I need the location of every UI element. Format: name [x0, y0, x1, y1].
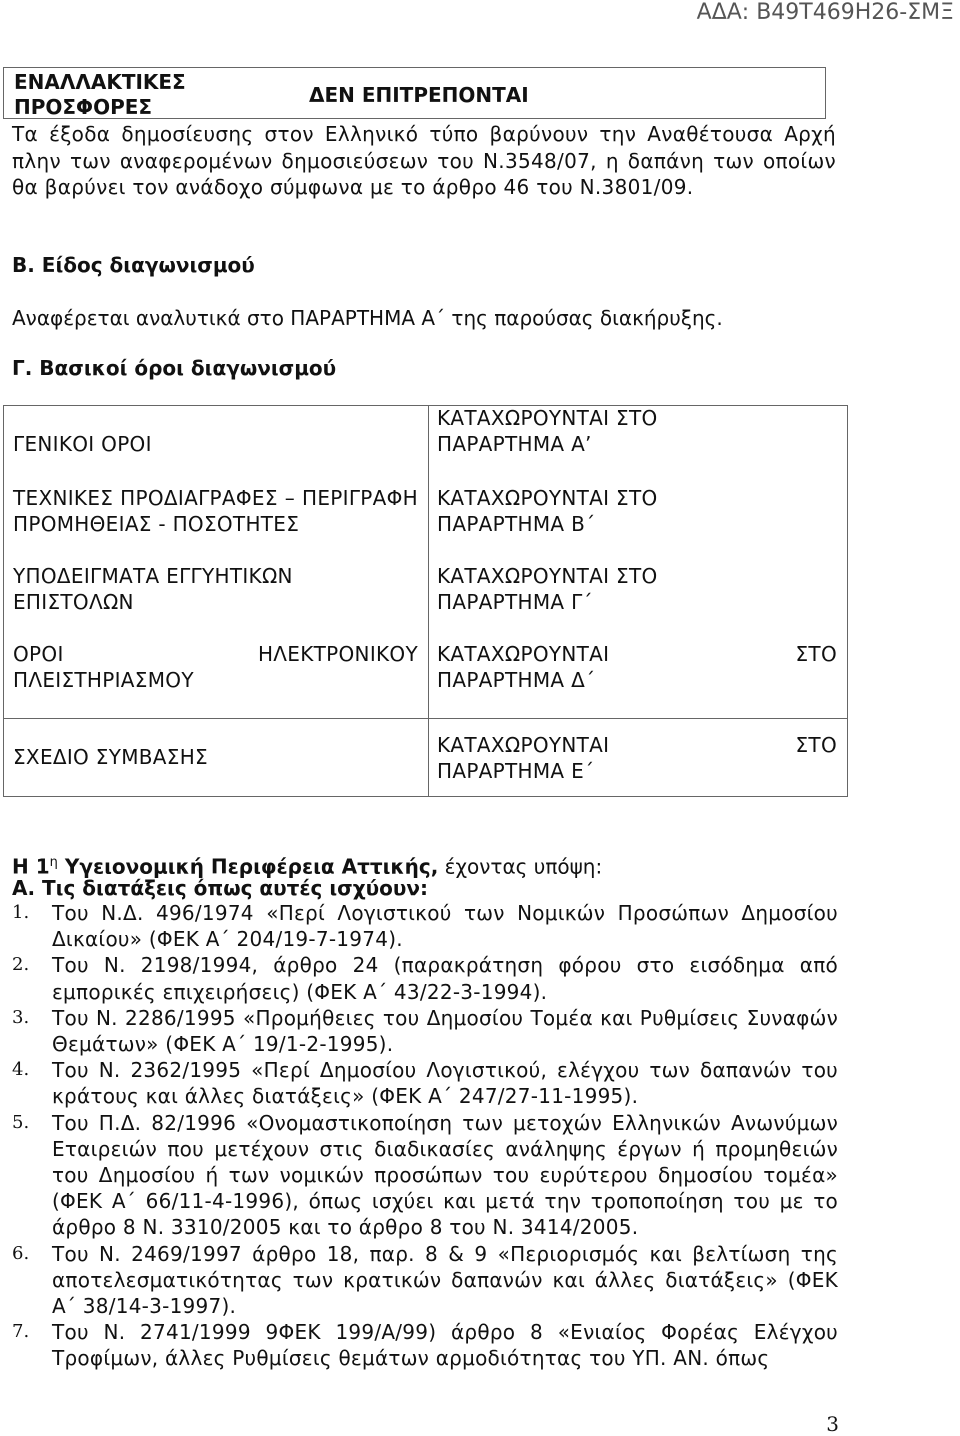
- law-item: [12, 1057, 838, 1109]
- publication-costs-paragraph: Τα έξοδα δημοσίευσης στον Ελληνικό τύπο βαρύνουν την Αναθέτουσα Αρχή πλην των αναφερομένων δημοσιεύσεων του Ν.3548/07, η δαπάνη των οποίων θα βαρύνει τον ανάδοχο σύμφωνα με το άρθρο 46 του Ν.3801/09.: [12, 122, 836, 199]
- law-item: [12, 1319, 838, 1371]
- law-number: 5.: [12, 1111, 30, 1133]
- page-number: 3: [826, 1412, 839, 1436]
- section-b-text: Αναφέρεται αναλυτικά στο ΠΑΡΑΡΤΗΜΑ Α΄ της παρούσας διακήρυξης.: [12, 306, 723, 330]
- terms-row-2-label: ΤΕΧΝΙΚΕΣ ΠΡΟΔΙΑΓΡΑΦΕΣ – ΠΕΡΙΓΡΑΦΗ ΠΡΟΜΗΘΕΙΑΣ - ΠΟΣΟΤΗΤΕΣ: [13, 486, 418, 536]
- terms-row-4-label-word2: ΗΛΕΚΤΡΟΝΙΚΟΥ: [257, 642, 418, 666]
- alternative-offers-label: [14, 70, 186, 120]
- law-item: [12, 1110, 838, 1241]
- terms-row-4-label-line1: [13, 642, 418, 668]
- terms-row-4-label-line2: ΠΛΕΙΣΤΗΡΙΑΣΜΟΥ: [13, 667, 194, 692]
- terms-row-1-value-line1: ΚΑΤΑΧΩΡΟΥΝΤΑΙ ΣΤΟ: [437, 406, 658, 430]
- terms-row-3-value-line1: ΚΑΤΑΧΩΡΟΥΝΤΑΙ ΣΤΟ: [437, 564, 658, 588]
- law-number: 3.: [12, 1006, 30, 1028]
- alternative-offers-table: [3, 67, 826, 119]
- terms-row-4-value-word1: ΚΑΤΑΧΩΡΟΥΝΤΑΙ: [437, 642, 610, 666]
- terms-row-3-value: [437, 564, 837, 615]
- law-text: Του Ν. 2362/1995 «Περί Δημοσίου Λογιστικού, ελέγχου των δαπανών του κράτους και άλλες διατάξεις» (ΦΕΚ Α΄ 247/27-11-1995).: [52, 1058, 838, 1109]
- law-text: Του Ν. 2286/1995 «Προμήθειες του Δημοσίου Τομέα και Ρυθμίσεις Συναφών Θεμάτων» (ΦΕΚ Α΄ 19/1-2-1995).: [52, 1005, 838, 1057]
- terms-row-5-value-word1: ΚΑΤΑΧΩΡΟΥΝΤΑΙ: [437, 733, 610, 757]
- document-id: ΑΔΑ: Β49Τ469Η26-ΣΜΞ: [696, 0, 954, 25]
- terms-row-4-value-word2: ΣΤΟ: [795, 642, 837, 666]
- law-item: [12, 900, 838, 952]
- terms-row-5-value: [437, 733, 837, 784]
- law-text: Του Ν. 2198/1994, άρθρο 24 (παρακράτηση φόρου στο εισόδημα από εμπορικές επιχειρήσεις) (ΦΕΚ Α΄ 43/22-3-1994).: [52, 953, 838, 1004]
- section-c-heading: Γ. Βασικοί όροι διαγωνισμού: [12, 356, 337, 380]
- terms-row-2-value-line2: ΠΑΡΑΡΤΗΜΑ Β΄: [437, 511, 596, 536]
- terms-row-2-value: [437, 486, 837, 537]
- law-item: [12, 952, 838, 1004]
- authority-ordinal: η: [49, 855, 58, 870]
- section-b-heading: Β. Είδος διαγωνισμού: [12, 253, 255, 277]
- alternative-offers-label-line1: ΕΝΑΛΛΑΚΤΙΚΕΣ: [14, 70, 186, 94]
- alternative-offers-value: ΔΕΝ ΕΠΙΤΡΕΠΟΝΤΑΙ: [309, 83, 529, 107]
- authority-considering: έχοντας υπόψη:: [438, 854, 603, 879]
- terms-row-4-label: [13, 642, 418, 693]
- terms-row-1-value: [437, 406, 837, 457]
- law-item: [12, 1005, 838, 1057]
- section-a-heading: Α. Τις διατάξεις όπως αυτές ισχύουν:: [12, 876, 428, 900]
- authority-name: Υγειονομική Περιφέρεια Αττικής,: [57, 854, 439, 879]
- terms-row-3-label: ΥΠΟΔΕΙΓΜΑΤΑ ΕΓΓΥΗΤΙΚΩΝ ΕΠΙΣΤΟΛΩΝ: [13, 564, 293, 614]
- law-item: [12, 1241, 838, 1320]
- law-text: Του Ν. 2469/1997 άρθρο 18, παρ. 8 & 9 «Περιορισμός και βελτίωση της αποτελεσματικότητας των κρατικών δαπανών και άλλες διατάξεις» (ΦΕΚ Α΄ 38/14-3-1997).: [52, 1241, 838, 1319]
- table-column-divider: [428, 406, 429, 796]
- law-text: Του Π.Δ. 82/1996 «Ονομαστικοποίηση των μετοχών Ελληνικών Ανωνύμων Εταιρειών που μετέχουν στις διαδικασίες ανάληψης έργων ή προμηθειών του Δημοσίου ή των νομικών προσώπων του ευρύτερου δημοσίου τομέα» (ΦΕΚ Α΄ 66/11-4-1996), όπως ισχύει και μετά την τροποποίηση του με το άρθρο 8 Ν. 3310/2005 και το άρθρο 8 του Ν. 3414/2005.: [52, 1110, 838, 1240]
- terms-row-5-label: ΣΧΕΔΙΟ ΣΥΜΒΑΣΗΣ: [13, 745, 208, 769]
- authority-name-prefix: Η 1: [12, 854, 50, 879]
- terms-row-1-value-line2: ΠΑΡΑΡΤΗΜΑ Α’: [437, 431, 592, 456]
- law-number: 1.: [12, 902, 30, 923]
- terms-row-1-label: ΓΕΝΙΚΟΙ ΟΡΟΙ: [13, 432, 152, 456]
- terms-row-5-value-line1: [437, 733, 837, 759]
- alternative-offers-label-line2: ΠΡΟΣΦΟΡΕΣ: [14, 95, 153, 119]
- law-number: 4.: [12, 1059, 30, 1081]
- terms-row-4-value-line2: ΠΑΡΑΡΤΗΜΑ Δ΄: [437, 667, 596, 692]
- terms-row-5-value-line2: ΠΑΡΑΡΤΗΜΑ Ε΄: [437, 758, 595, 783]
- terms-row-4-label-word1: ΟΡΟΙ: [13, 642, 64, 666]
- law-number: 2.: [12, 954, 30, 976]
- terms-row-3-value-line2: ΠΑΡΑΡΤΗΜΑ Γ΄: [437, 589, 593, 614]
- terms-row-4-value: [437, 642, 837, 693]
- law-text: Του Ν.Δ. 496/1974 «Περί Λογιστικού των Νομικών Προσώπων Δημοσίου Δικαίου» (ΦΕΚ Α΄ 204/19-7-1974).: [52, 901, 838, 952]
- terms-row-4-value-line1: [437, 642, 837, 668]
- terms-row-2-value-line1: ΚΑΤΑΧΩΡΟΥΝΤΑΙ ΣΤΟ: [437, 486, 658, 510]
- basic-terms-table: [3, 405, 848, 797]
- table-row-divider: [4, 718, 847, 719]
- laws-list: [12, 900, 838, 1372]
- terms-row-5-value-word2: ΣΤΟ: [795, 733, 837, 757]
- law-number: 6.: [12, 1242, 30, 1264]
- law-text: Του Ν. 2741/1999 9ΦΕΚ 199/Α/99) άρθρο 8 «Ενιαίος Φορέας Ελέγχου Τροφίμων, άλλες Ρυθμίσεις θεμάτων αρμοδιότητας του ΥΠ. ΑΝ. όπως: [52, 1320, 838, 1371]
- law-number: 7.: [12, 1321, 30, 1343]
